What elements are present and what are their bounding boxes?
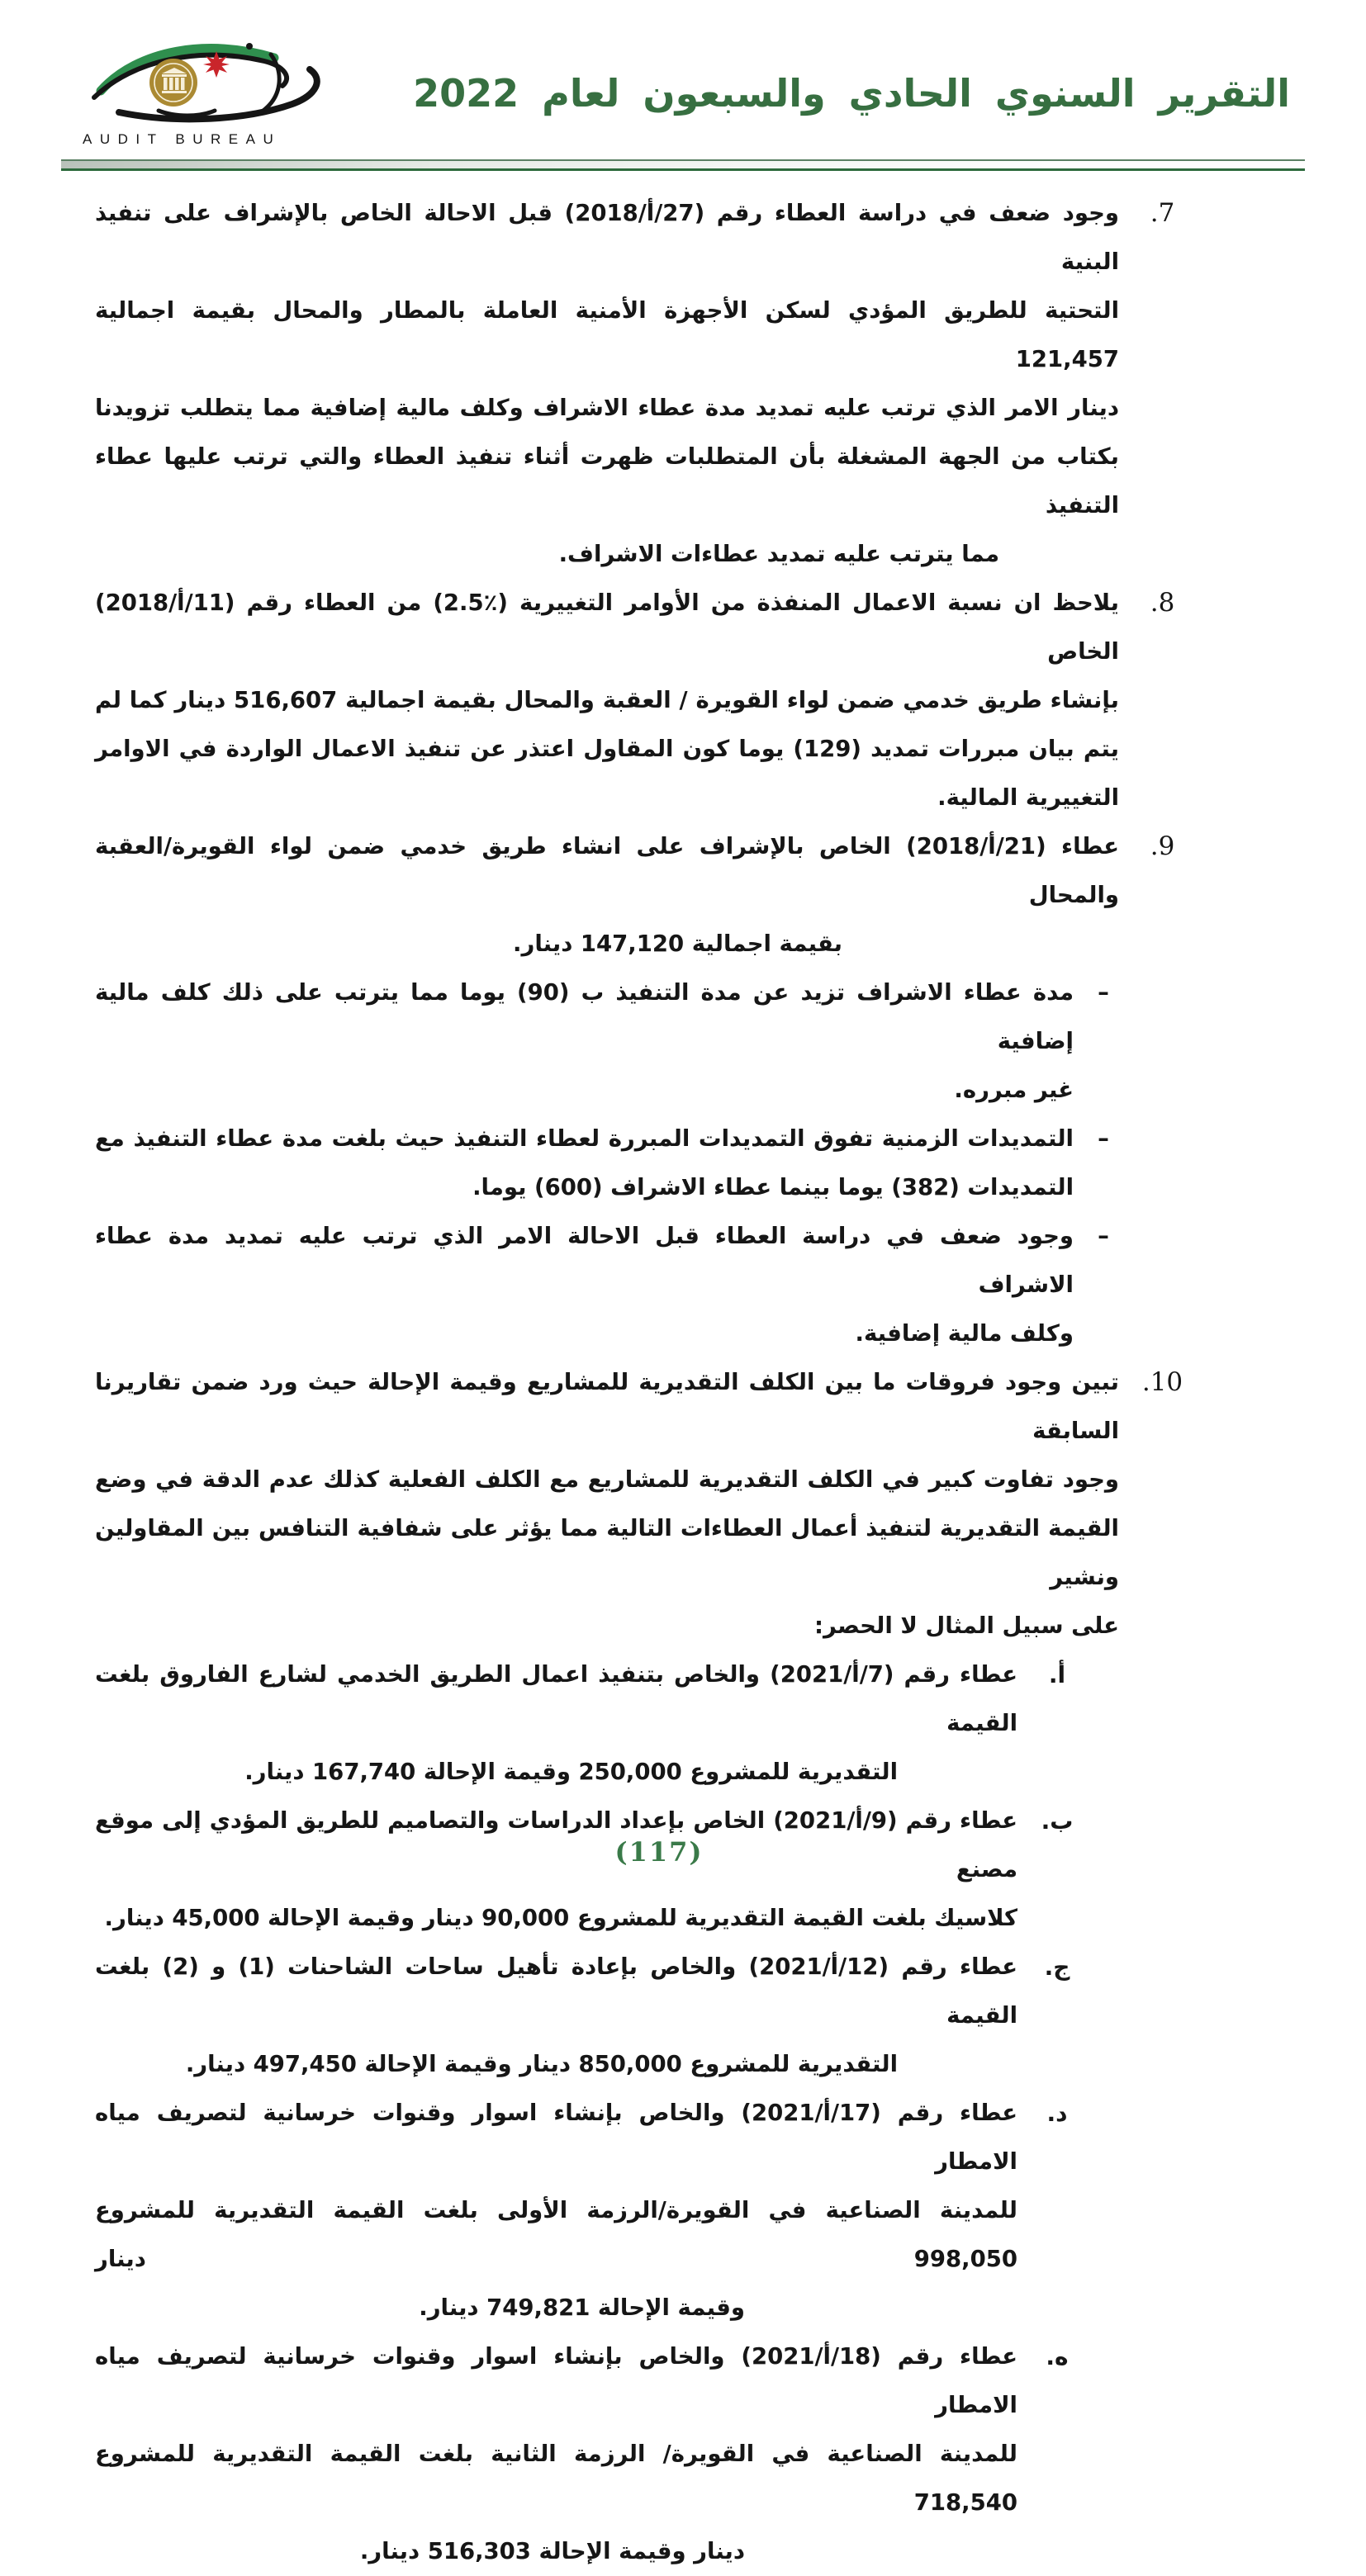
- text-line: للمدينة الصناعية في القويرة/الرزمة الأولى بلغت القيمة التقديرية للمشروع 998,050 دينار: [95, 2197, 1017, 2272]
- item-marker: 9.: [1150, 831, 1175, 861]
- item-marker: –: [1098, 1125, 1109, 1152]
- list-item: [95, 1358, 1206, 1650]
- text-line: وكلف مالية إضافية.: [855, 1320, 1074, 1347]
- text-line: التحتية للطريق المؤدي لسكن الأجهزة الأمنية العاملة بالمطار والمحال بقيمة اجمالية 121,457: [95, 297, 1119, 372]
- text-line: التغييرية المالية.: [937, 784, 1119, 811]
- text-line: وقيمة الإحالة 749,821 دينار.: [419, 2294, 745, 2321]
- text-line: التقديرية للمشروع 250,000 وقيمة الإحالة 167,740 دينار.: [244, 1759, 898, 1785]
- report-body: [95, 189, 1206, 2576]
- item-marker: أ.: [1048, 1661, 1066, 1688]
- text-line: وجود ضعف في دراسة العطاء قبل الاحالة الامر الذي ترتب عليه تمديد مدة عطاء الاشراف: [95, 1223, 1074, 1298]
- text-line: على سبيل المثال لا الحصر:: [813, 1612, 1119, 1639]
- list-item: [95, 1212, 1206, 1358]
- item-marker: 10.: [1141, 1367, 1183, 1397]
- item-content: [95, 1650, 1017, 1797]
- list-item: [95, 1943, 1206, 2089]
- audit-bureau-logo-icon: [76, 36, 349, 129]
- list-item: [95, 2332, 1206, 2576]
- text-line: تبين وجود فروقات ما بين الكلف التقديرية للمشاريع وقيمة الإحالة حيث ورد ضمن تقاريرنا السابقة: [95, 1369, 1119, 1444]
- item-content: [95, 2089, 1017, 2332]
- list-item: [95, 822, 1206, 968]
- item-content: [95, 1358, 1119, 1650]
- text-line: عطاء رقم (9/أ/2021) الخاص بإعداد الدراسات والتصاميم للطريق المؤدي إلى موقع مصنع: [95, 1807, 1018, 1882]
- text-line: وجود ضعف في دراسة العطاء رقم (27/أ/2018) قبل الاحالة الخاص بالإشراف على تنفيذ البنية: [95, 200, 1119, 275]
- text-line: غير مبرره.: [954, 1077, 1074, 1103]
- text-line: يتم بيان مبررات تمديد (129) يوما كون المقاول اعتذر عن تنفيذ الاعمال الواردة في الاوامر: [95, 736, 1119, 762]
- audit-bureau-label: AUDIT BUREAU: [83, 131, 282, 147]
- text-line: عطاء رقم (12/أ/2021) والخاص بإعادة تأهيل ساحات الشاحنات (1) و (2) بلغت القيمة: [95, 1953, 1018, 2029]
- item-marker: 8.: [1150, 588, 1175, 618]
- item-content: [95, 1115, 1074, 1212]
- list-item: [95, 968, 1206, 1115]
- item-content: [95, 1212, 1074, 1358]
- item-marker: ب.: [1041, 1807, 1074, 1835]
- list-item: [95, 1115, 1206, 1212]
- page-title: التقرير السنوي الحادي والسبعون لعام 2022: [413, 71, 1290, 116]
- item-content: [95, 2332, 1017, 2576]
- text-line: دينار وقيمة الإحالة 516,303 دينار.: [359, 2538, 745, 2564]
- item-content: [95, 579, 1119, 822]
- text-line: بإنشاء طريق خدمي ضمن لواء القويرة / العقبة والمحال بقيمة اجمالية 516,607 دينار كما لم: [95, 687, 1119, 713]
- item-content: [95, 1797, 1017, 1943]
- item-content: [95, 189, 1119, 579]
- list-item: [95, 189, 1206, 579]
- text-line: القيمة التقديرية لتنفيذ أعمال العطاءات التالية مما يؤثر على شفافية التنافس بين المقاولين ونشير: [95, 1515, 1119, 1590]
- audit-bureau-logo: [76, 36, 350, 148]
- item-marker: د.: [1046, 2100, 1068, 2127]
- text-line: دينار الامر الذي ترتب عليه تمديد مدة عطاء الاشراف وكلف مالية إضافية مما يتطلب تزويدنا: [95, 395, 1119, 421]
- header-divider: [61, 159, 1305, 171]
- text-line: بكتاب من الجهة المشغلة بأن المتطلبات ظهرت أثناء تنفيذ العطاء والتي ترتب عليها عطاء التنفيذ: [95, 443, 1119, 519]
- item-marker: –: [1098, 979, 1109, 1006]
- item-content: [95, 1943, 1017, 2089]
- text-line: بقيمة اجمالية 147,120 دينار.: [513, 930, 842, 957]
- item-marker: ه.: [1046, 2343, 1069, 2370]
- list-item: [95, 1797, 1206, 1943]
- text-line: عطاء رقم (7/أ/2021) والخاص بتنفيذ اعمال الطريق الخدمي لشارع الفاروق بلغت القيمة: [95, 1661, 1018, 1736]
- text-line: التمديدات الزمنية تفوق التمديدات المبررة لعطاء التنفيذ حيث بلغت مدة عطاء التنفيذ مع: [95, 1125, 1074, 1152]
- list-item: [95, 2089, 1206, 2332]
- page-number: (117): [614, 1836, 704, 1868]
- item-content: [95, 968, 1074, 1115]
- list-item: [95, 1650, 1206, 1797]
- item-marker: ج.: [1044, 1953, 1070, 1981]
- item-marker: 7.: [1150, 198, 1175, 228]
- item-content: [95, 822, 1119, 968]
- text-line: عطاء رقم (17/أ/2021) والخاص بإنشاء اسوار وقنوات خرسانية لتصريف مياه الامطار: [95, 2100, 1018, 2175]
- item-marker: –: [1098, 1223, 1109, 1249]
- text-line: للمدينة الصناعية في القويرة/ الرزمة الثانية بلغت القيمة التقديرية للمشروع 718,540: [95, 2441, 1017, 2516]
- text-line: التمديدات (382) يوما بينما عطاء الاشراف (600) يوما.: [472, 1174, 1074, 1200]
- text-line: وجود تفاوت كبير في الكلف التقديرية للمشاريع مع الكلف الفعلية كذلك عدم الدقة في وضع: [95, 1466, 1119, 1493]
- text-line: عطاء رقم (18/أ/2021) والخاص بإنشاء اسوار وقنوات خرسانية لتصريف مياه الامطار: [95, 2343, 1018, 2418]
- text-line: عطاء (21/أ/2018) الخاص بالإشراف على انشاء طريق خدمي ضمن لواء القويرة/العقبة والمحال: [95, 833, 1119, 908]
- text-line: مما يترتب عليه تمديد عطاءات الاشراف.: [558, 541, 999, 567]
- text-line: يلاحظ ان نسبة الاعمال المنفذة من الأوامر التغييرية (٪2.5) من العطاء رقم (11/أ/2018) الخاص: [95, 590, 1119, 665]
- text-line: مدة عطاء الاشراف تزيد عن مدة التنفيذ ب (90) يوما مما يترتب على ذلك كلف مالية إضافية: [95, 979, 1074, 1054]
- text-line: كلاسيك بلغت القيمة التقديرية للمشروع 90,000 دينار وقيمة الإحالة 45,000 دينار.: [104, 1905, 1017, 1931]
- list-item: [95, 579, 1206, 822]
- text-line: التقديرية للمشروع 850,000 دينار وقيمة الإحالة 497,450 دينار.: [185, 2051, 898, 2077]
